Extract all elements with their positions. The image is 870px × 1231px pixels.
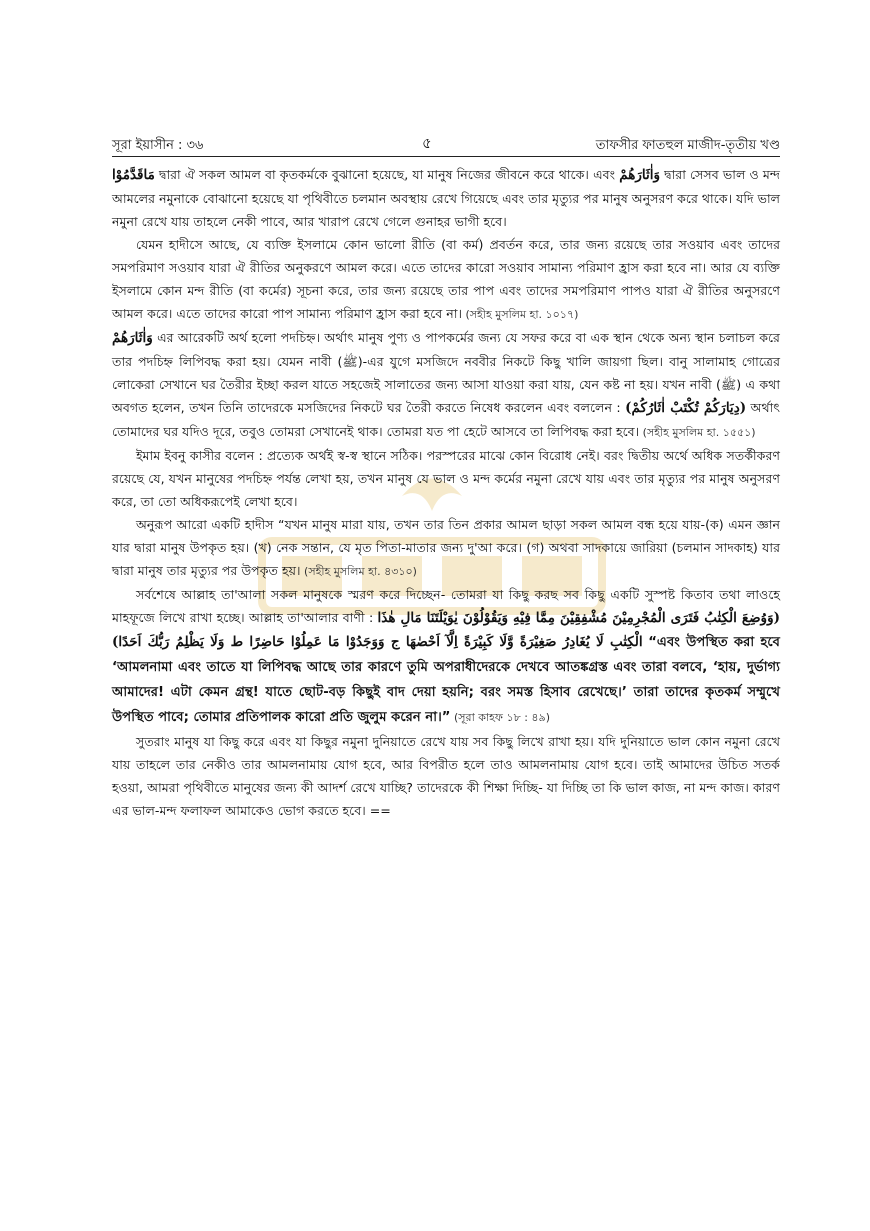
verse-translation: “এবং উপস্থিত করা হবে ‘আমলনামা এবং তাতে যা লিপিবদ্ধ আছে তার কারণে তুমি অপরাধীদেরকে দেখবে আতঙ্কগ্রস্ত এবং তারা বলবে, ‘হায়, দুর্ভাগ্য আমাদের! এটা কেমন গ্রন্থ! যাতে ছোট-বড় কিছুই বাদ দেয়া হয়নি; বরং সমস্ত হিসাব রেখেছে।’ তারা তাদের কৃতকর্ম সম্মুখে উপস্থিত পাবে; তোমার প্রতিপালক কারো প্রতি জুলুম করেন না।”: [112, 635, 781, 725]
paragraph-6: [112, 583, 780, 730]
paragraph-2: [112, 233, 780, 326]
paragraph-text: অর্থাৎ তোমাদের ঘর যদিও দূরে, তবুও তোমরা সেখানেই থাক। তোমরা যত পা হেটে আসবে তা লিপিবদ্ধ করা হবে।: [112, 400, 780, 439]
book-title: তাফসীর ফাতহুল মাজীদ-তৃতীয় খণ্ড: [595, 138, 780, 153]
arabic-term: وَاٰثَارَهُمْ: [112, 330, 153, 346]
arabic-term: مَاقَدَّمُوْا: [112, 167, 155, 183]
surah-label: সূরা ইয়াসীন : ৩৬: [112, 138, 204, 153]
page-number: ৫: [422, 134, 432, 152]
hadith-reference: (সহীহ মুসলিম হা. ১০১৭): [461, 308, 579, 321]
paragraph-text: এর আরেকটি অর্থ হলো পদচিহ্ন। অর্থাৎ মানুষ পুণ্য ও পাপকর্মের জন্য যে সফর করে বা এক স্থান থেকে অন্য স্থান চলাচল করে তার পদচিহ্ন লিপিবদ্ধ করা হয়। যেমন নাবী (ﷺ)-এর যুগে মসজিদে নববীর নিকটে কিছু খালি জায়গা ছিল। বানু সালামাহ গোত্রের লোকেরা সেখানে ঘর তৈরীর ইচ্ছা করল যাতে সহজেই সালাতের জন্য আসা যাওয়া করা যায়, যেন কষ্ট না হয়। যখন নাবী (ﷺ) এ কথা অবগত হলেন, তখন তিনি তাদেরকে মসজিদের নিকটে ঘর তৈরী করতে নিষেধ করলেন এবং বললেন :: [112, 330, 781, 415]
arabic-hadith: (دِيَارَكُمْ تُكْتَبْ اٰثَارُكُمْ): [625, 400, 747, 416]
paragraph-4: [112, 444, 780, 513]
body-text: [112, 163, 780, 822]
paragraph-text: ইমাম ইবনু কাসীর বলেন : প্রত্যেক অর্থই স্ব-স্ব স্থানে সঠিক। পরস্পরের মাঝে কোন বিরোধ নেই। বরং দ্বিতীয় অর্থে অধিক সতর্কীকরণ রয়েছে যে, যখন মানুষের পদচিহ্ন পর্যন্ত লেখা হয়, তখন মানুষ যে ভাল ও মন্দ কর্মের নমুনা রেখে যায় এবং তার মৃত্যুর পর মানুষ অনুসরণ করে, তা তো অধিকরূপেই লেখা হবে।: [112, 448, 780, 509]
arabic-verse: (وَوُضِعَ الْكِتٰبُ فَتَرَى الْمُجْرِمِيْنَ مُشْفِقِيْنَ مِمَّا فِيْهِ وَيَقُوْلُوْنَ يٰوَيْلَتَنَا مَالِ هٰذَا الْكِتٰبِ لَا يُغَادِرُ صَغِيْرَةً وَّلَا كَبِيْرَةً اِلَّآ اَحْصٰهَا ج وَوَجَدُوْا مَا عَمِلُوْا حَاضِرًا ط وَلَا يَظْلِمُ رَبُّكَ اَحَدًا): [112, 610, 780, 650]
paragraph-text: সর্বশেষে আল্লাহ তা'আলা সকল মানুষকে স্মরণ করে দিচ্ছেন- তোমরা যা কিছু করছ সব কিছু একটি সুস্পষ্ট কিতাব তথা লাওহে মাহফূজে লিখে রাখা হচ্ছে। আল্লাহ তা'আলার বাণী :: [112, 587, 780, 625]
verse-reference: (সূরা কাহফ ১৮ : ৪৯): [450, 711, 551, 724]
paragraph-text: সুতরাং মানুষ যা কিছু করে এবং যা কিছুর নমুনা দুনিয়াতে রেখে যায় সব কিছু লিখে রাখা হয়। যদি দুনিয়াতে ভাল কোন নমুনা রেখে যায় তাহলে তার নেকীও তার আমলনামায় যোগ হবে, আর বিপরীত হলে তাও আমলনামায় যোগ হবে। তাই আমাদের উচিত সতর্ক হওয়া, আমরা পৃথিবীতে মানুষের জন্য কী আদর্শ রেখে যাচ্ছি? তাদেরকে কী শিক্ষা দিচ্ছি- যা দিচ্ছি তা কি ভাল কাজ, না মন্দ কাজ। কারণ এর ভাল-মন্দ ফলাফল আমাকেও ভোগ করতে হবে। ==: [112, 734, 780, 818]
paragraph-text: দ্বারা সেসব ভাল ও মন্দ আমলের নমুনাকে বোঝানো হয়েছে যা পৃথিবীতে চলমান অবস্থায় রেখে গিয়েছে এবং তার মৃত্যুর পর মানুষ অনুসরণ করে থাকে। যদি ভাল নমুনা রেখে যায় তাহলে নেকী পাবে, আর খারাপ রেখে গেলে গুনাহর ভাগী হবে।: [112, 167, 780, 229]
paragraph-5: [112, 513, 780, 583]
paragraph-text: দ্বারা ঐ সকল আমল বা কৃতকর্মকে বুঝানো হয়েছে, যা মানুষ নিজের জীবনে করে থাকে। এবং: [154, 167, 620, 182]
hadith-reference: (সহীহ মুসলিম হা. ১৫৫১): [639, 426, 756, 439]
paragraph-7: [112, 730, 780, 822]
document-page: [112, 136, 780, 822]
page-header: [112, 136, 780, 157]
paragraph-1: [112, 163, 780, 233]
hadith-reference: (সহীহ মুসলিম হা. ৪৩১০): [300, 565, 417, 578]
paragraph-text: অনুরূপ আরো একটি হাদীস “যখন মানুষ মারা যায়, তখন তার তিন প্রকার আমল ছাড়া সকল আমল বন্ধ হয়ে যায়-(ক) এমন জ্ঞান যার দ্বারা মানুষ উপকৃত হয়। (খ) নেক সন্তান, যে মৃত পিতা-মাতার জন্য দু'আ করে। (গ) অথবা সাদকায়ে জারিয়া (চলমান সাদকাহ) যার দ্বারা মানুষ তার মৃত্যুর পর উপকৃত হয়।: [112, 517, 780, 578]
paragraph-3: [112, 326, 780, 444]
arabic-term: وَاٰثَارَهُمْ: [619, 167, 660, 183]
paragraph-text: যেমন হাদীসে আছে, যে ব্যক্তি ইসলামে কোন ভালো রীতি (বা কর্ম) প্রবর্তন করে, তার জন্য রয়েছে তার সওয়াব এবং তাদের সমপরিমাণ সওয়াব যারা ঐ রীতির অনুকরণে আমল করে। এতে তাদের কারো সওয়াব সামান্য পরিমাণ হ্রাস করা হবে না। আর যে ব্যক্তি ইসলামে কোন মন্দ রীতি (বা কর্মের) সূচনা করে, তার জন্য রয়েছে তার পাপ এবং তাদের সমপরিমাণ পাপও যারা ঐ রীতির অনুসরণে আমল করে। এতে তাদের কারো পাপ সামান্য পরিমাণ হ্রাস করা হবে না।: [112, 237, 780, 321]
